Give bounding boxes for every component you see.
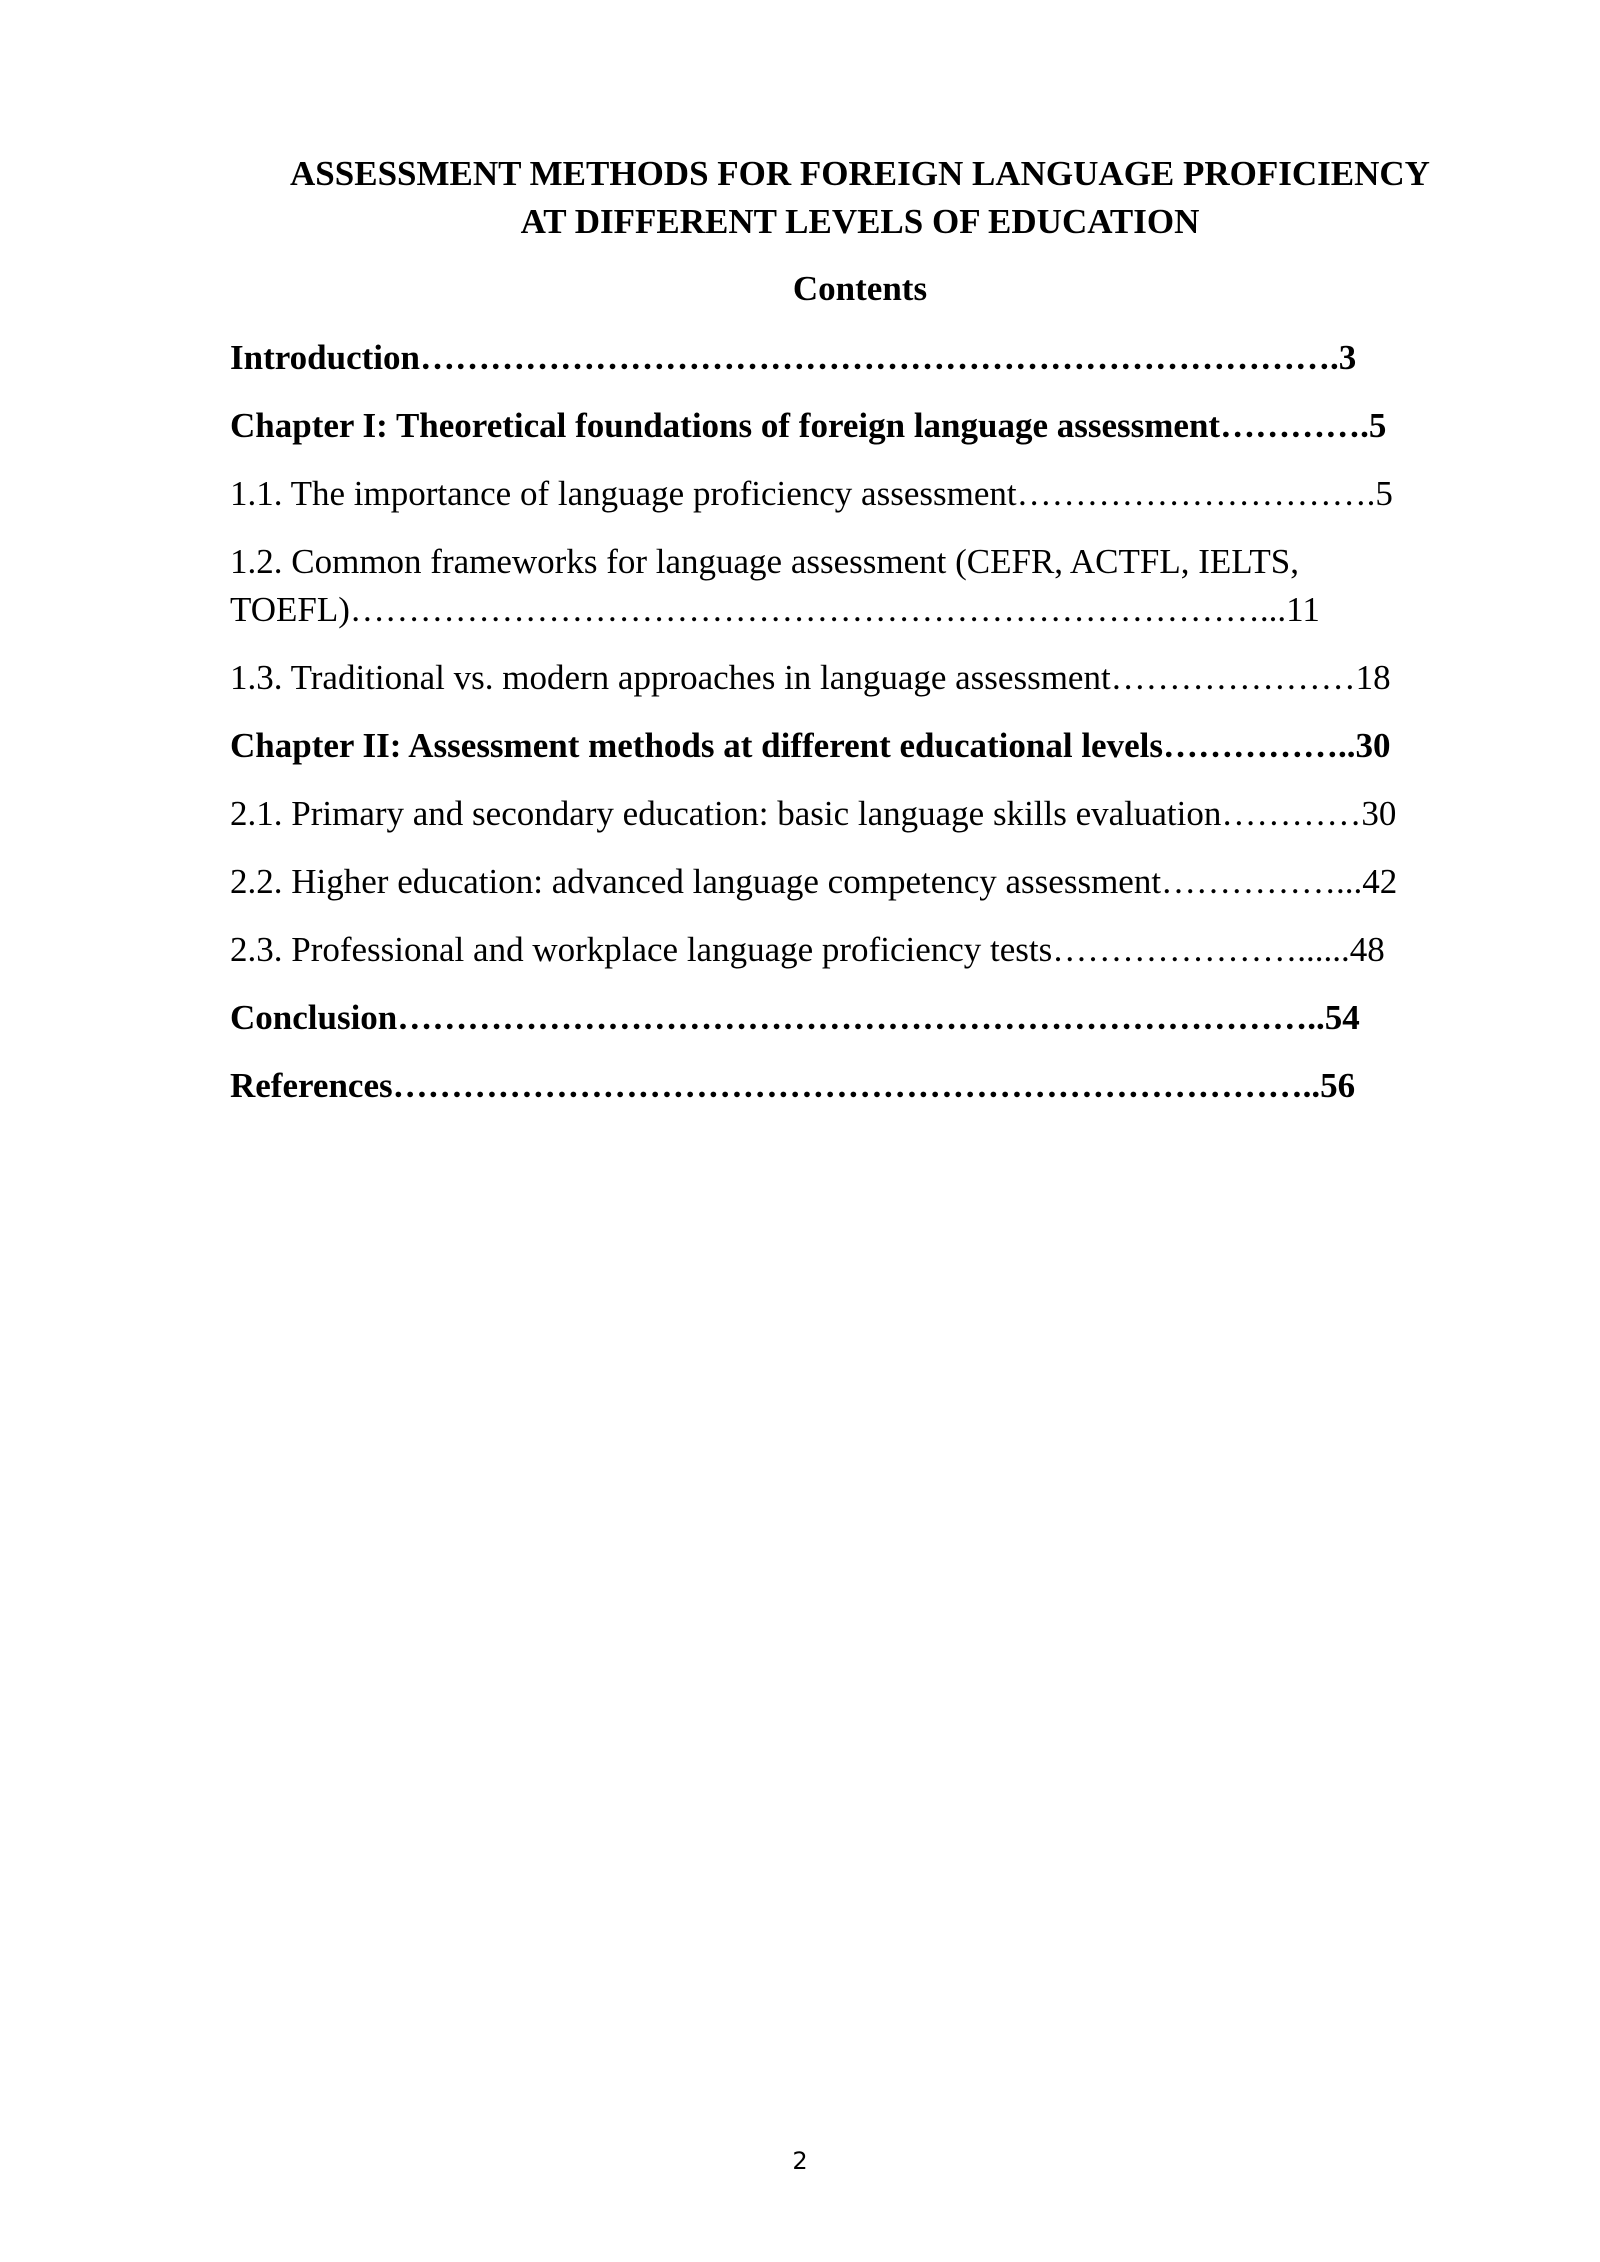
toc-entry-chapter-2[interactable]: Chapter II: Assessment methods at different educational levels……………..30: [230, 726, 1391, 765]
toc-entry-introduction[interactable]: Introduction…………………………………………………………………….3: [230, 338, 1357, 377]
toc-entry-references[interactable]: References……………………………………………………………………..56: [230, 1066, 1356, 1105]
page-number: 2: [792, 2147, 808, 2175]
toc-entry-2-3[interactable]: 2.3. Professional and workplace language proficiency tests…………………......48: [230, 930, 1385, 969]
toc-entry-2-2[interactable]: 2.2. Higher education: advanced language competency assessment……………...42: [230, 862, 1398, 901]
toc-entry-1-2[interactable]: [230, 538, 1490, 634]
toc-entry-conclusion[interactable]: Conclusion……………………………………………………………………..54: [230, 998, 1360, 1037]
toc-entry-1-2-line-2: TOEFL)……………………………………………………………………...11: [230, 590, 1320, 629]
document-title-line-2: AT DIFFERENT LEVELS OF EDUCATION: [520, 202, 1200, 241]
toc-entry-1-2-line-1: 1.2. Common frameworks for language assessment (CEFR, ACTFL, IELTS,: [230, 542, 1300, 581]
toc-entry-2-1[interactable]: 2.1. Primary and secondary education: basic language skills evaluation…………30: [230, 794, 1397, 833]
toc-entry-1-3[interactable]: 1.3. Traditional vs. modern approaches in language assessment…………………18: [230, 658, 1391, 697]
toc-entry-chapter-1[interactable]: Chapter I: Theoretical foundations of foreign language assessment………….5: [230, 406, 1387, 445]
contents-heading: Contents: [792, 269, 928, 308]
toc-entry-1-1[interactable]: 1.1. The importance of language proficiency assessment………………………….5: [230, 474, 1393, 513]
document-title: [230, 150, 1490, 246]
document-title-line-1: ASSESSMENT METHODS FOR FOREIGN LANGUAGE PROFICIENCY: [290, 154, 1430, 193]
